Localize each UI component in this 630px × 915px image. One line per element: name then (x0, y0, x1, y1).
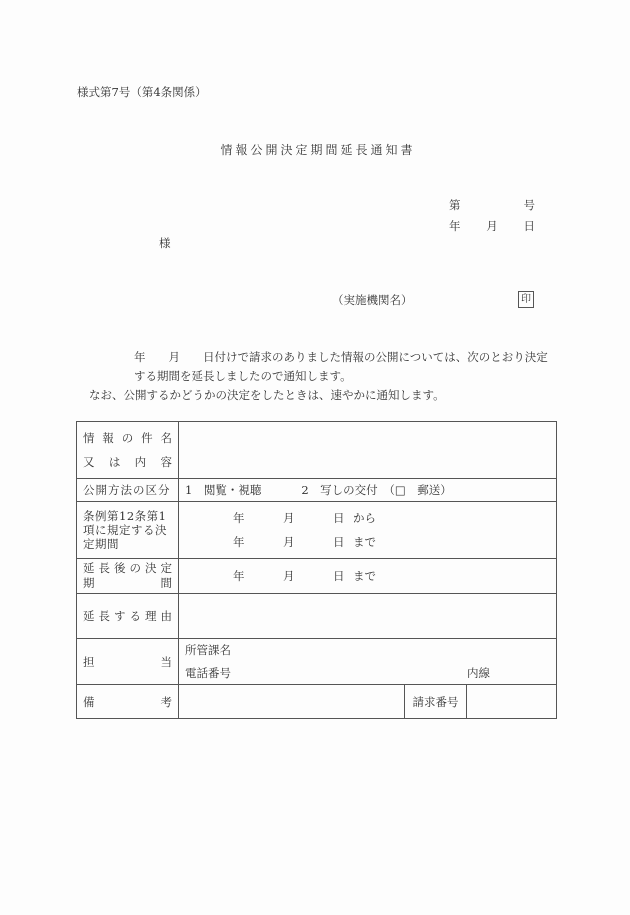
subject-value[interactable] (179, 422, 557, 479)
year: 年 (233, 535, 245, 549)
char: の (121, 431, 134, 445)
document-number (449, 197, 535, 213)
char: 内 (134, 455, 147, 469)
char: 決 (145, 561, 157, 575)
year: 年 (233, 569, 245, 583)
document-title: 情報公開決定期間延長通知書 (220, 143, 416, 157)
row-remarks (77, 685, 557, 719)
contact-label (77, 639, 179, 685)
body-line-1: 年 月 日付けで請求のありました情報の公開については、次のとおり決定する期間を延長しましたので通知します。 (134, 350, 548, 383)
char: 当 (160, 654, 172, 669)
period-value (179, 502, 557, 559)
month: 月 (283, 535, 295, 549)
from-suffix: から (353, 511, 376, 525)
period-to (185, 534, 550, 550)
char: 後 (114, 561, 126, 575)
char: 延 (83, 561, 95, 575)
char: 定 (160, 561, 172, 575)
extension-label: 内線 (467, 666, 490, 680)
document-date (449, 218, 535, 234)
phone-line (185, 665, 550, 681)
body-text (77, 348, 557, 405)
char: る (129, 609, 141, 623)
extended-to (185, 568, 550, 584)
doc-number-suffix: 号 (523, 198, 535, 212)
day: 日 (333, 569, 345, 583)
char: 備 (83, 694, 95, 709)
request-number-value[interactable] (467, 685, 557, 719)
form-number: 様式第7号（第4条関係） (77, 85, 207, 99)
notice-table (76, 421, 557, 719)
date-month: 月 (486, 219, 498, 233)
char: 又 (83, 455, 95, 469)
period-from (185, 510, 550, 526)
remarks-label (77, 685, 179, 719)
seal-mark: 印 (518, 291, 534, 308)
day: 日 (333, 511, 345, 525)
subject-label (77, 422, 179, 479)
method-label: 公開方法の区分 (77, 479, 179, 502)
char: 理 (145, 609, 157, 623)
method-option-2[interactable]: 2 写しの交付 （□ 郵送） (301, 483, 452, 497)
issuer-label: （実施機関名） (332, 293, 413, 307)
contact-value (179, 639, 557, 685)
date-day: 日 (523, 219, 535, 233)
row-reason (77, 594, 557, 639)
day: 日 (333, 535, 345, 549)
char: 件 (141, 431, 153, 445)
char: 長 (98, 561, 110, 575)
char: 名 (160, 431, 172, 445)
char: 間 (160, 576, 172, 590)
method-option-1[interactable]: 1 閲覧・視聴 (185, 483, 262, 497)
to-suffix: まで (353, 535, 376, 549)
row-method (77, 479, 557, 502)
char: 長 (98, 609, 110, 623)
char: 考 (160, 694, 172, 709)
method-value (179, 479, 557, 502)
char: は (108, 455, 121, 469)
char: す (114, 609, 126, 623)
char: の (129, 561, 141, 575)
body-line-2: なお、公開するかどうかの決定をしたときは、速やかに通知します。 (89, 388, 445, 402)
phone-label: 電話番号 (185, 666, 231, 680)
row-contact (77, 639, 557, 685)
month: 月 (283, 569, 295, 583)
char: 延 (83, 609, 95, 623)
reason-label (77, 594, 179, 639)
remarks-value[interactable] (179, 685, 405, 719)
char: 由 (160, 609, 172, 623)
char: 報 (102, 431, 114, 445)
char: 期 (83, 576, 95, 590)
extended-label (77, 559, 179, 594)
period-label: 条例第12条第1項に規定する決定期間 (77, 502, 179, 559)
row-subject (77, 422, 557, 479)
char: 情 (83, 431, 95, 445)
doc-number-prefix: 第 (449, 198, 461, 212)
request-number-label: 請求番号 (405, 685, 467, 719)
reason-value[interactable] (179, 594, 557, 639)
char: 容 (160, 455, 172, 469)
department-label: 所管課名 (185, 643, 231, 657)
char: 担 (83, 654, 95, 669)
date-year: 年 (449, 219, 461, 233)
addressee-suffix: 様 (159, 236, 171, 250)
row-period (77, 502, 557, 559)
to-suffix: まで (353, 569, 376, 583)
extended-value (179, 559, 557, 594)
row-extended (77, 559, 557, 594)
year: 年 (233, 511, 245, 525)
month: 月 (283, 511, 295, 525)
